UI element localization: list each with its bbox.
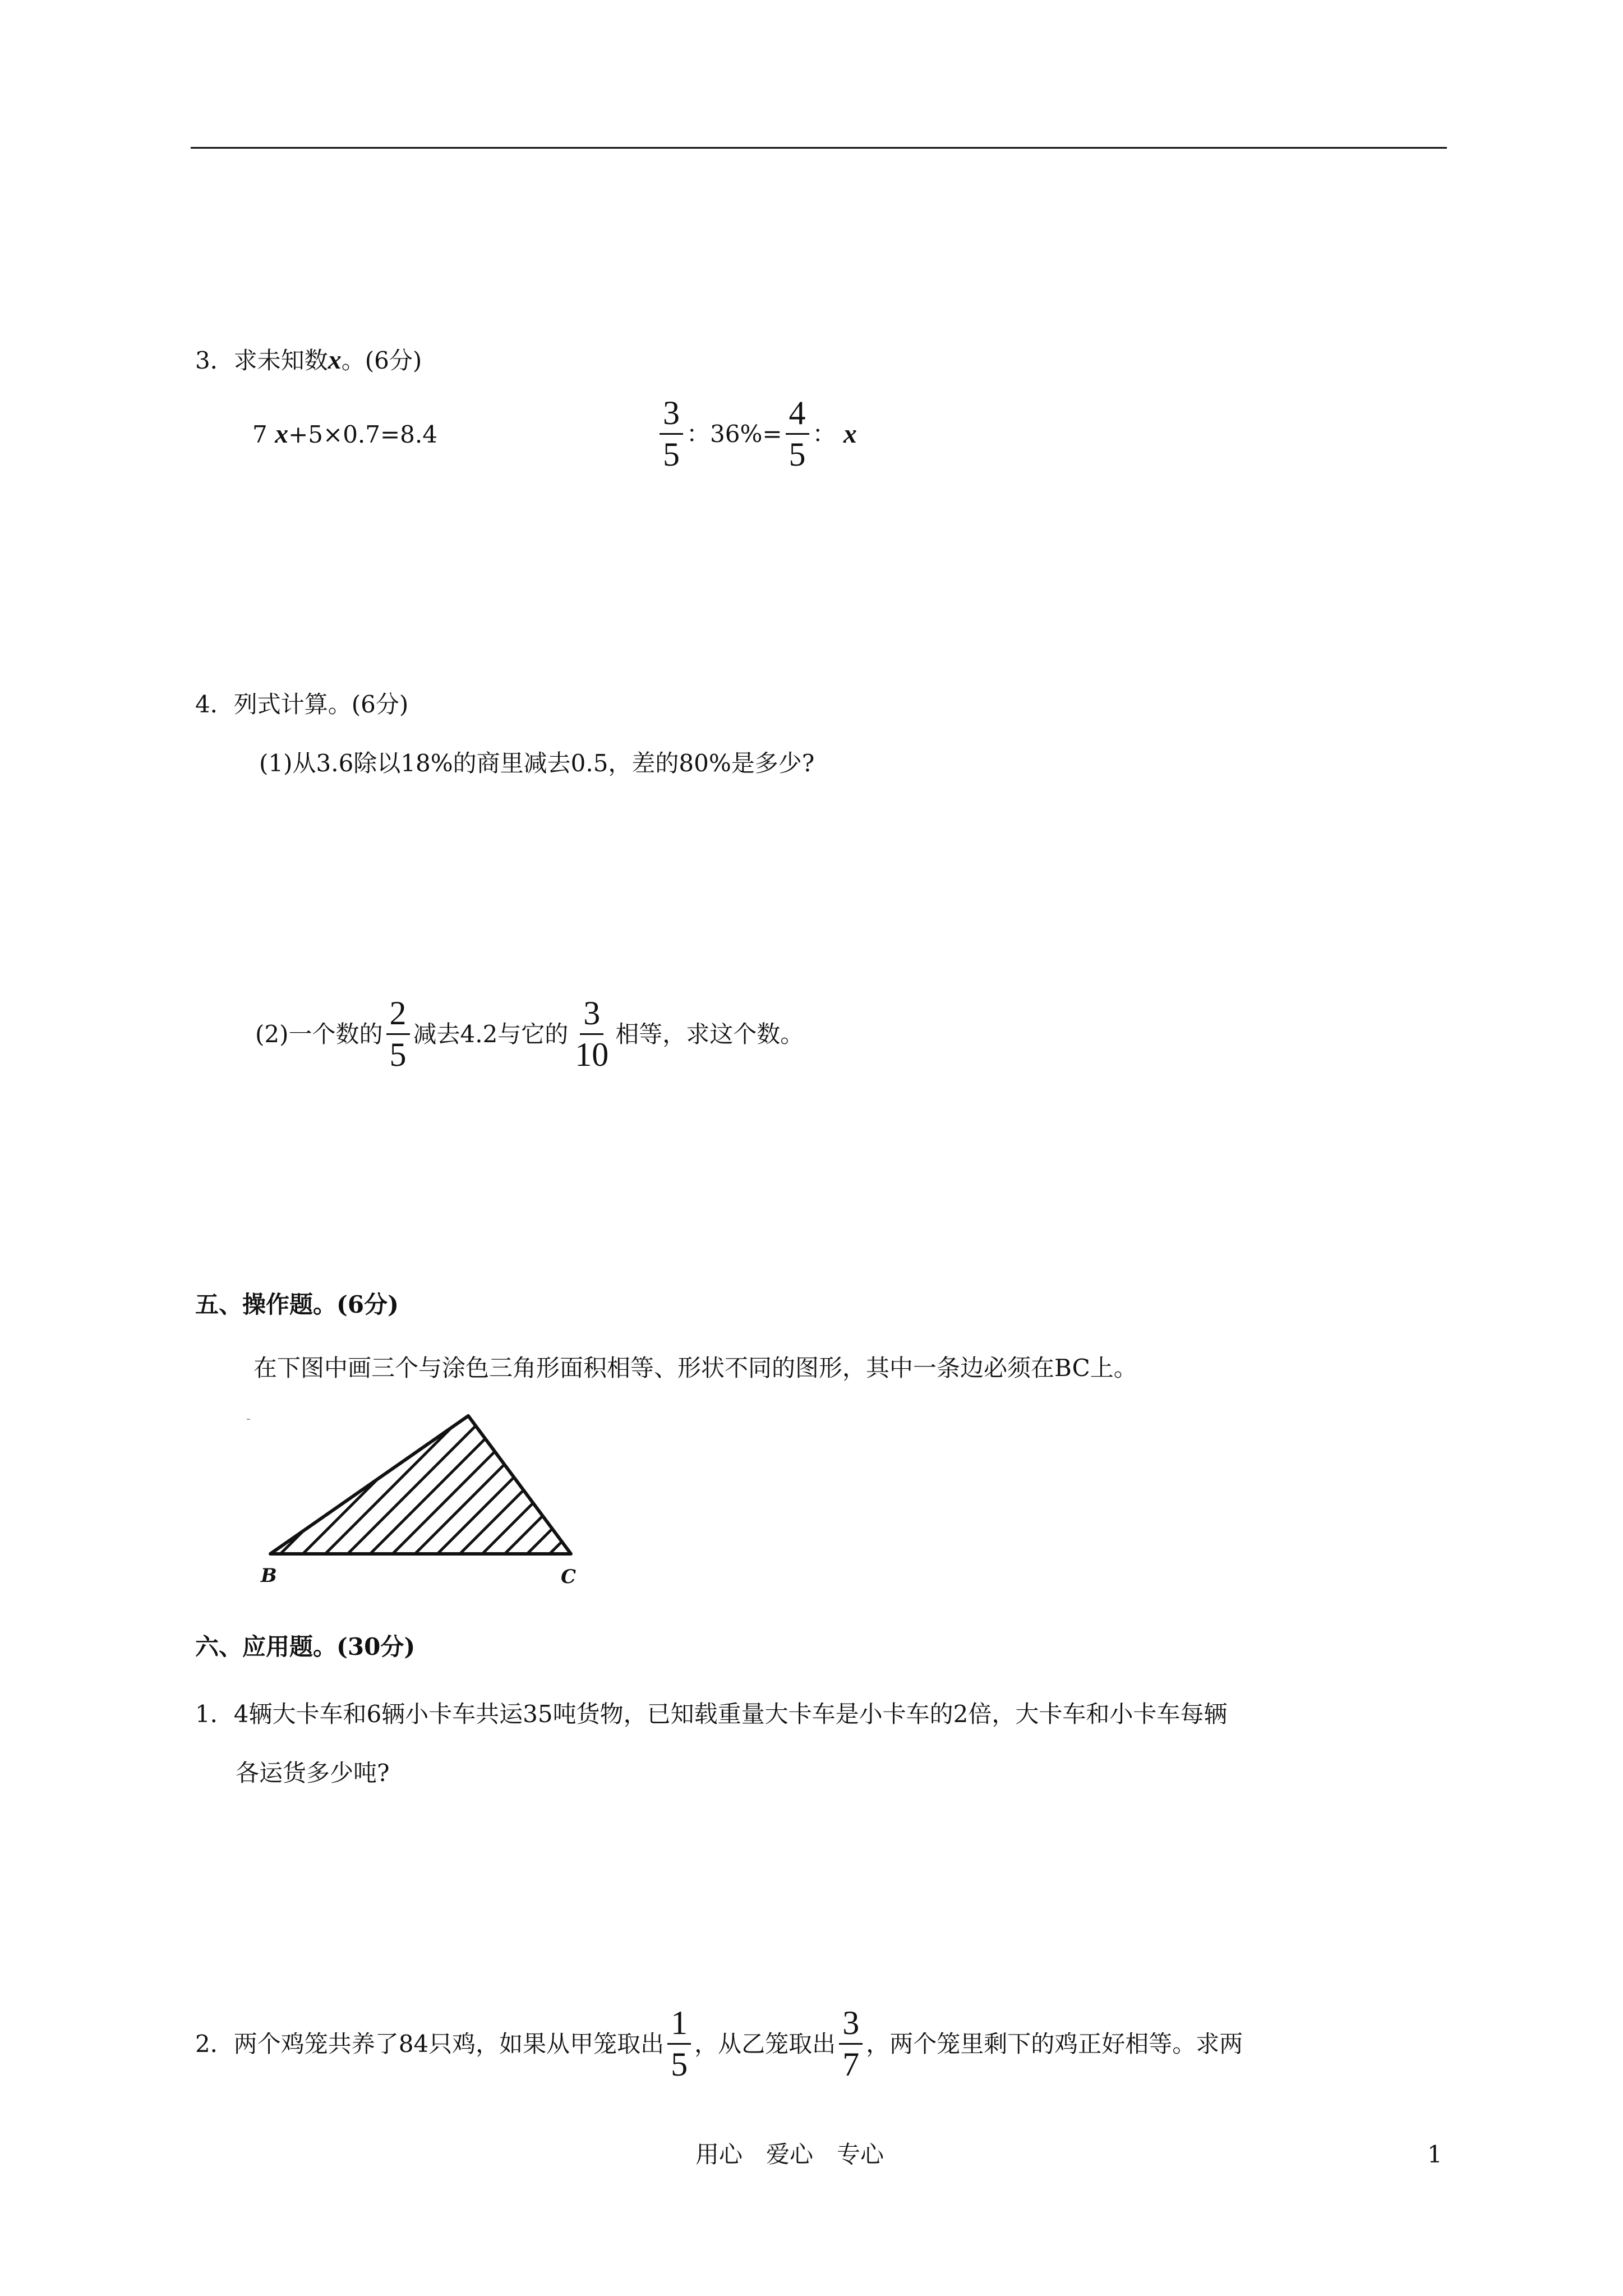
page-number: 1 (1427, 2141, 1442, 2168)
q4-title: 4．列式计算。(6分) (195, 691, 409, 718)
fraction-2-5: $\frac{2}{5}$ (386, 996, 410, 1073)
section6-q2: 2．两个鸡笼共养了84只鸡，如果从甲笼取出 $\frac{1}{5}$ ，从乙笼取出 $\frac{3}{7}$ ，两个笼里剩下的鸡正好相等。求两 (195, 2004, 1243, 2083)
q3-equation-2: $\frac{3}{5}$ ：36%= $\frac{4}{5}$ ： x (656, 395, 857, 472)
section5-instruction: 在下图中画三个与涂色三角形面积相等、形状不同的图形，其中一条边必须在BC上。 (253, 1354, 1137, 1382)
label-b: B (261, 1565, 277, 1587)
footer-motto: 用心 爱心 专心 (695, 2141, 884, 2168)
q3-equation-1: 7 x+5×0.7=8.4 (252, 419, 437, 449)
fraction-4-5: $\frac{4}{5}$ (786, 395, 809, 472)
section6-q1-line2: 各运货多少吨? (236, 1759, 390, 1787)
q4-part-1: (1)从3.6除以18%的商里减去0.5，差的80%是多少? (259, 749, 815, 777)
q4-part-2: (2)一个数的 $\frac{2}{5}$ 减去4.2与它的 $\frac{3}{10}$ 相等，求这个数。 (255, 995, 804, 1073)
section5-title: 五、操作题。(6分) (195, 1291, 399, 1318)
fraction-3-5: $\frac{3}{5}$ (660, 395, 683, 472)
header-rule (191, 147, 1447, 149)
fraction-1-5: $\frac{1}{5}$ (667, 2005, 691, 2082)
section6-q1-line1: 1．4辆大卡车和6辆小卡车共运35吨货物，已知载重量大卡车是小卡车的2倍，大卡车和小卡车每辆 (195, 1700, 1228, 1728)
triangle-hatching (280, 1402, 594, 1554)
fraction-3-7: $\frac{3}{7}$ (839, 2005, 863, 2082)
section6-title: 六、应用题。(30分) (195, 1633, 416, 1660)
shaded-triangle-figure (247, 1402, 594, 1599)
fraction-3-10: $\frac{3}{10}$ (575, 995, 609, 1073)
q3-title: 3．求未知数x。(6分) (195, 345, 422, 375)
label-c: C (561, 1566, 577, 1588)
